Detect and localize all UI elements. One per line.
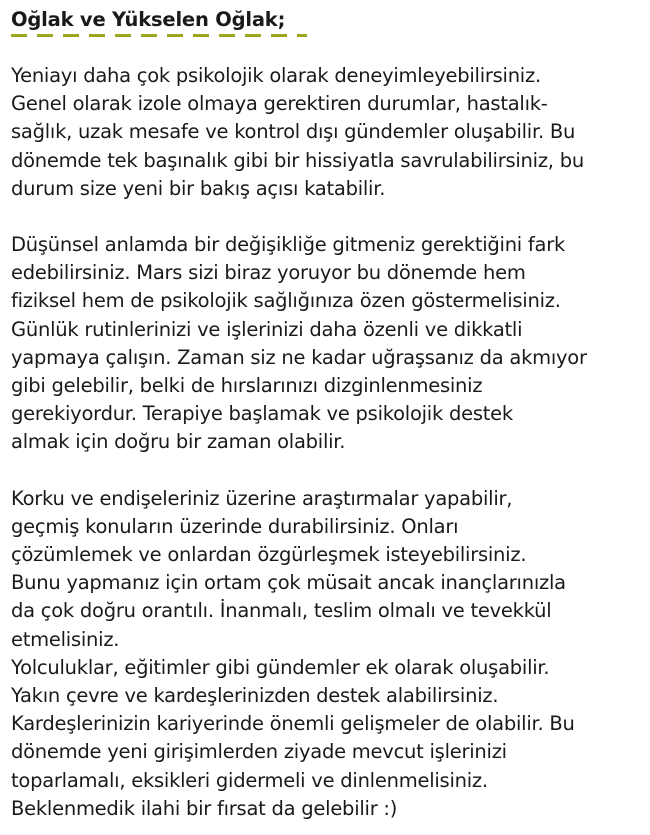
text-line: gibi gelebilir, belki de hırslarınızı dizginlenmesiniz (11, 374, 483, 398)
paragraph-2 (11, 231, 645, 457)
text-line: Yakın çevre ve kardeşlerinizden destek alabilirsiniz. (11, 684, 499, 708)
paragraph-3 (11, 485, 645, 823)
text-line: Yeniayı daha çok psikolojik olarak deneyimleyebilirsiniz. (11, 64, 541, 87)
text-line: Düşünsel anlamda bir değişikliğe gitmeniz gerektiğini fark (11, 233, 566, 257)
text-line: da çok doğru orantılı. İnanmalı, teslim olmalı ve tevekkül (11, 599, 552, 623)
paragraph-gap (11, 203, 645, 231)
paragraph-gap (11, 457, 645, 485)
text-line: sağlık, uzak mesafe ve kontrol dışı gündemler oluşabilir. Bu (11, 120, 576, 144)
text-line: gerekiyordur. Terapiye başlamak ve psikolojik destek (11, 402, 513, 426)
text-line: Kardeşlerinizin kariyerinde önemli gelişmeler de olabilir. Bu (11, 712, 575, 736)
section-title: Oğlak ve Yükselen Oğlak; (11, 8, 286, 31)
text-line: etmelisiniz. (11, 627, 120, 651)
text-line: Yolculuklar, eğitimler gibi gündemler ek olarak oluşabilir. (11, 655, 550, 679)
text-line: edebilirsiniz. Mars sizi biraz yoruyor bu dönemde hem (11, 261, 526, 285)
text-line: almak için doğru bir zaman olabilir. (11, 430, 346, 454)
text-line: fiziksel hem de psikolojik sağlığınıza özen göstermelisiniz. (11, 289, 561, 313)
text-line: Beklenmedik ilahi bir fırsat da gelebilir :) (11, 796, 398, 820)
text-line: Bunu yapmanız için ortam çok müsait ancak inançlarınızla (11, 571, 566, 595)
text-line: geçmiş konuların üzerinde durabilirsiniz. Onları (11, 514, 459, 538)
text-line: toparlamalı, eksikleri gidermeli ve dinlenmelisiniz. (11, 768, 488, 792)
text-line: dönemde tek başınalık gibi bir hissiyatla savrulabilirsiniz, bu (11, 148, 584, 172)
text-line: yapmaya çalışın. Zaman siz ne kadar uğraşsanız da akmıyor (11, 345, 587, 369)
text-line: Günlük rutinlerinizi ve işlerinizi daha özenli ve dikkatli (11, 317, 523, 341)
paragraph-1 (11, 62, 645, 203)
document-page (11, 6, 645, 823)
title-dashed-underline (11, 34, 307, 37)
text-line: durum size yeni bir bakış açısı katabilir. (11, 176, 386, 200)
text-line: Korku ve endişeleriniz üzerine araştırmalar yapabilir, (11, 486, 513, 510)
text-line: çözümlemek ve onlardan özgürleşmek isteyebilirsiniz. (11, 543, 527, 567)
text-line: dönemde yeni girişimlerden ziyade mevcut işlerinizi (11, 740, 507, 764)
text-line: Genel olarak izole olmaya gerektiren durumlar, hastalık- (11, 92, 548, 116)
